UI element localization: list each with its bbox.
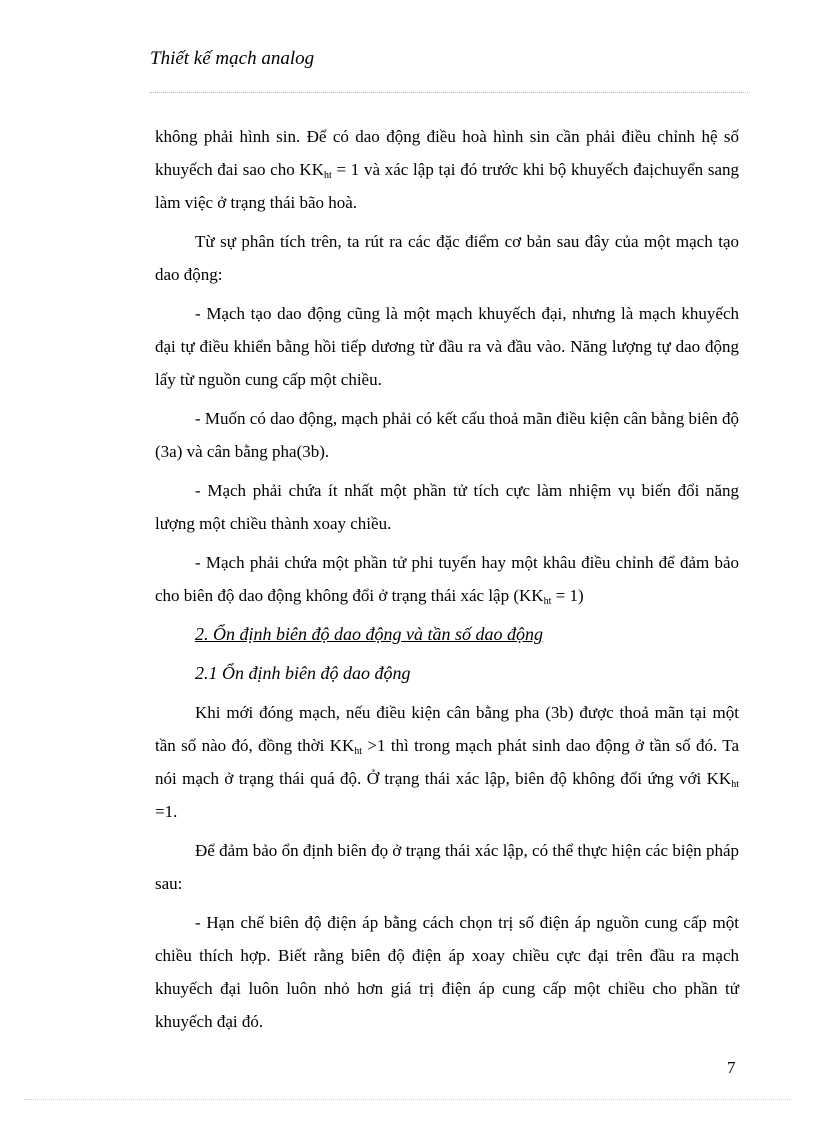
document-body xyxy=(155,120,739,1044)
list-item-3: - Mạch phải chứa ít nhất một phần tử tích cực làm nhiệm vụ biến đổi năng lượng một chiều thành xoay chiều. xyxy=(155,481,739,533)
header-divider xyxy=(150,92,750,93)
subscript: ht xyxy=(354,746,363,757)
text-run: >1 thì trong mạch phát sinh dao động ở tần số đó. Ta nói mạch ở trạng thái quá độ. Ở trạng thái xác lập, biên độ không đổi ứng với KK xyxy=(155,736,740,788)
text-run: - Mạch phải chứa một phần tử phi tuyến hay một khâu điều chỉnh để đảm bảo cho biên độ dao động không đổi ở trạng thái xác lập (KK xyxy=(155,553,739,605)
list-item-1: - Mạch tạo dao động cũng là một mạch khuyếch đại, nhưng là mạch khuyếch đại tự điều khiển bằng hồi tiếp dương từ đầu ra và đầu vào. Năng lượng tự dao động lấy từ nguồn cung cấp một chiều. xyxy=(155,304,739,389)
list-item-2: - Muốn có dao động, mạch phải có kết cấu thoả mãn điều kiện cân bằng biên độ (3a) và cân bằng pha(3b). xyxy=(155,409,739,461)
paragraph-4: Để đảm bảo ổn định biên đọ ở trạng thái xác lập, có thể thực hiện các biện pháp sau: xyxy=(155,841,739,893)
page-header: Thiết kế mạch analog xyxy=(150,48,315,69)
subscript: ht xyxy=(731,779,739,790)
page-number: 7 xyxy=(727,1058,736,1077)
subscript: ht xyxy=(323,170,332,181)
paragraph-2: Từ sự phân tích trên, ta rút ra các đặc điểm cơ bản sau đây của một mạch tạo dao động: xyxy=(155,232,739,284)
text-run: = 1) xyxy=(551,586,584,605)
text-run: = 1 và xác lập tại đó trước khi bộ khuyếch đaịchuyển sang làm việc ở trạng thái bão hoà. xyxy=(155,160,740,212)
paragraph-3 xyxy=(155,696,739,828)
list-item-4 xyxy=(155,546,739,612)
list-item-5: - Hạn chế biên độ điện áp bằng cách chọn trị số điện áp nguồn cung cấp một chiều thích hợp. Biết rằng biên độ điện áp xoay chiều cực đại trên đầu ra mạch khuyếch đại luôn luôn nhỏ hơn giá trị điện áp cung cấp một chiều cho phần tử khuyếch đại đó. xyxy=(155,913,739,1031)
text-run: Khi mới đóng mạch, nếu điều kiện cân bằng pha (3b) được thoả mãn tại một tần số nào đó, đồng thời KK xyxy=(155,703,739,755)
subscript: ht xyxy=(543,596,552,607)
section-heading-text: 2. Ổn định biên độ dao động và tần số dao động xyxy=(195,624,543,644)
text-run: =1. xyxy=(155,802,178,821)
subsection-heading: 2.1 Ổn định biên độ dao động xyxy=(195,663,411,683)
footer-divider xyxy=(24,1099,792,1100)
text-run: không phải hình sin. Để có dao động điều hoà hình sin cần phải điều chỉnh hệ số khuyếch đai sao cho KK xyxy=(155,127,739,179)
section-heading xyxy=(155,618,739,651)
paragraph-1 xyxy=(155,120,739,219)
